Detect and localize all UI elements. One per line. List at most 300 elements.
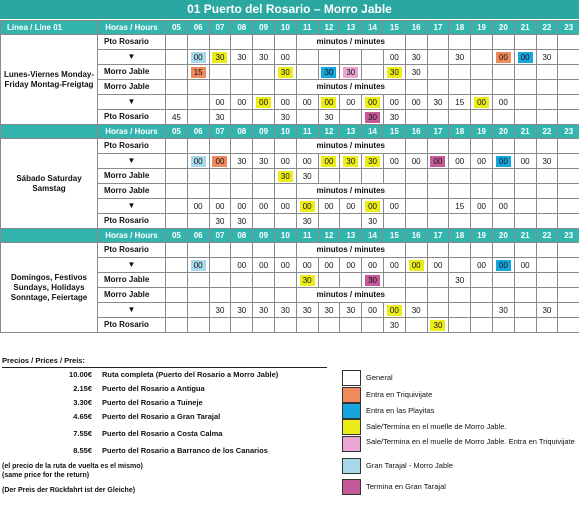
hour-header-cell: 17 bbox=[427, 125, 449, 139]
departure-minute: 00 bbox=[430, 156, 445, 167]
time-cell bbox=[209, 50, 231, 65]
minutes-label: minutos / minutes bbox=[296, 288, 405, 303]
blank-cell bbox=[449, 184, 471, 199]
time-cell bbox=[383, 199, 405, 214]
time-cell bbox=[383, 154, 405, 169]
minutes-label: minutos / minutes bbox=[296, 35, 405, 50]
blank-cell bbox=[492, 139, 514, 154]
time-cell bbox=[187, 318, 209, 333]
hour-header-cell: 14 bbox=[362, 229, 384, 243]
departure-minute: 45 bbox=[171, 112, 181, 122]
departure-minute: 00 bbox=[496, 52, 511, 63]
time-cell bbox=[231, 169, 253, 184]
departure-minute: 00 bbox=[477, 260, 486, 270]
time-cell bbox=[209, 303, 231, 318]
legend-swatch bbox=[342, 403, 361, 419]
time-cell bbox=[362, 273, 384, 288]
departure-minute: 30 bbox=[237, 305, 247, 315]
time-cell bbox=[318, 50, 340, 65]
time-cell bbox=[449, 65, 471, 80]
time-cell bbox=[514, 199, 536, 214]
time-cell bbox=[209, 214, 231, 229]
price-value: 4.65€ bbox=[73, 412, 92, 421]
blank-cell bbox=[492, 184, 514, 199]
time-cell bbox=[187, 95, 209, 110]
time-cell bbox=[405, 65, 427, 80]
hour-header-cell: 12 bbox=[318, 21, 340, 35]
hour-header-cell: 19 bbox=[471, 125, 493, 139]
blank-cell bbox=[405, 243, 427, 258]
hour-header-cell: 16 bbox=[405, 229, 427, 243]
time-cell bbox=[471, 50, 493, 65]
hour-header-cell: 09 bbox=[253, 229, 275, 243]
time-cell bbox=[166, 214, 188, 229]
blank-cell bbox=[405, 139, 427, 154]
departure-minute: 00 bbox=[215, 97, 225, 107]
hour-header-cell: 11 bbox=[296, 229, 318, 243]
departure-minute: 00 bbox=[498, 201, 508, 211]
blank-cell bbox=[558, 243, 579, 258]
price-row bbox=[2, 410, 332, 427]
time-cell bbox=[187, 273, 209, 288]
time-cell bbox=[209, 154, 231, 169]
hour-header-cell: 19 bbox=[471, 21, 493, 35]
blank-cell bbox=[536, 139, 558, 154]
time-cell bbox=[274, 199, 296, 214]
time-cell bbox=[449, 169, 471, 184]
departure-minute: 30 bbox=[302, 216, 312, 226]
time-cell bbox=[362, 258, 384, 273]
blank-cell bbox=[209, 243, 231, 258]
legend-text: Termina en Gran Tarajal bbox=[366, 482, 446, 491]
blank-cell bbox=[558, 288, 579, 303]
departure-minute: 00 bbox=[409, 260, 424, 271]
hour-header-cell: 19 bbox=[471, 229, 493, 243]
departure-minute: 00 bbox=[411, 156, 421, 166]
blank-cell bbox=[405, 288, 427, 303]
blank-cell bbox=[536, 80, 558, 95]
price-value: 8.55€ bbox=[73, 446, 92, 455]
time-cell bbox=[362, 50, 384, 65]
departure-minute: 00 bbox=[389, 97, 399, 107]
time-cell bbox=[253, 110, 275, 125]
departure-minute: 30 bbox=[433, 97, 443, 107]
time-cell bbox=[492, 50, 514, 65]
time-cell bbox=[296, 199, 318, 214]
blank-cell bbox=[514, 184, 536, 199]
time-cell bbox=[405, 303, 427, 318]
stop-name: Morro Jable bbox=[98, 65, 166, 80]
departure-minute: 00 bbox=[368, 305, 378, 315]
legend-text: Entra en Triquivijate bbox=[366, 390, 433, 399]
departure-minute: 30 bbox=[237, 156, 247, 166]
departure-minute: 00 bbox=[237, 97, 247, 107]
time-cell bbox=[253, 258, 275, 273]
price-value: 3.30€ bbox=[73, 398, 92, 407]
time-cell bbox=[405, 214, 427, 229]
time-cell bbox=[449, 214, 471, 229]
departure-minute: 00 bbox=[477, 156, 486, 166]
departure-minute: 30 bbox=[411, 305, 421, 315]
price-value: 7.55€ bbox=[73, 429, 92, 438]
time-cell bbox=[514, 318, 536, 333]
time-cell bbox=[405, 169, 427, 184]
time-cell bbox=[340, 214, 362, 229]
blank-cell bbox=[274, 80, 296, 95]
blank-cell bbox=[274, 139, 296, 154]
blank-cell bbox=[536, 288, 558, 303]
departure-minute: 00 bbox=[365, 201, 380, 212]
legend-swatch bbox=[342, 370, 361, 386]
price-footnote: (same price for the return) bbox=[2, 472, 90, 479]
departure-minute: 15 bbox=[191, 67, 206, 78]
blank-cell bbox=[449, 243, 471, 258]
time-cell bbox=[405, 110, 427, 125]
time-cell bbox=[536, 258, 558, 273]
hour-header-cell: 18 bbox=[449, 21, 471, 35]
time-cell bbox=[296, 110, 318, 125]
blank-cell bbox=[536, 243, 558, 258]
hour-header-cell: 12 bbox=[318, 125, 340, 139]
blank-cell bbox=[471, 184, 493, 199]
departure-minute: 00 bbox=[346, 201, 356, 211]
time-cell bbox=[209, 318, 231, 333]
blank-cell bbox=[231, 288, 253, 303]
line-label: Línea / Line 01 bbox=[1, 21, 98, 35]
price-route: Puerto del Rosario a Costa Calma bbox=[102, 429, 223, 438]
hour-header-cell: 23 bbox=[558, 229, 579, 243]
departure-minute: 00 bbox=[324, 201, 334, 211]
time-cell bbox=[274, 258, 296, 273]
day-label: Sábado Saturday Samstag bbox=[1, 139, 98, 229]
time-cell bbox=[383, 169, 405, 184]
departure-minute: 30 bbox=[324, 305, 334, 315]
legend-swatch bbox=[342, 436, 361, 452]
time-cell bbox=[231, 95, 253, 110]
blank-cell bbox=[514, 139, 536, 154]
departure-minute: 00 bbox=[474, 97, 489, 108]
stop-row bbox=[1, 139, 579, 154]
blank-cell bbox=[187, 184, 209, 199]
direction-arrow: ▼ bbox=[98, 154, 166, 169]
time-cell bbox=[253, 169, 275, 184]
time-cell bbox=[383, 110, 405, 125]
time-cell bbox=[166, 258, 188, 273]
legend-text: General bbox=[366, 373, 393, 382]
price-footnote: (Der Preis der Rückfahrt ist der Gleiche) bbox=[2, 487, 136, 494]
time-cell bbox=[471, 273, 493, 288]
time-cell bbox=[253, 318, 275, 333]
blank-cell bbox=[231, 184, 253, 199]
time-cell bbox=[253, 95, 275, 110]
departure-minute: 00 bbox=[302, 156, 312, 166]
time-cell bbox=[492, 169, 514, 184]
time-cell bbox=[427, 258, 449, 273]
blank-cell bbox=[231, 243, 253, 258]
departure-minute: 30 bbox=[365, 112, 380, 123]
direction-arrow: ▼ bbox=[98, 199, 166, 214]
hour-header-cell: 21 bbox=[514, 21, 536, 35]
blank-cell bbox=[166, 184, 188, 199]
departure-minute: 30 bbox=[387, 67, 402, 78]
hour-header-cell: 21 bbox=[514, 229, 536, 243]
blank-cell bbox=[405, 184, 427, 199]
time-cell bbox=[296, 65, 318, 80]
departure-minute: 30 bbox=[389, 112, 399, 122]
time-cell bbox=[492, 214, 514, 229]
time-cell bbox=[558, 318, 579, 333]
time-cell bbox=[471, 110, 493, 125]
time-cell bbox=[471, 199, 493, 214]
time-cell bbox=[471, 95, 493, 110]
departure-minute: 30 bbox=[346, 305, 356, 315]
blank-cell bbox=[209, 35, 231, 50]
time-cell bbox=[514, 50, 536, 65]
time-cell bbox=[187, 154, 209, 169]
time-cell bbox=[536, 169, 558, 184]
time-cell bbox=[340, 110, 362, 125]
stop-name: Morro Jable bbox=[98, 169, 166, 184]
time-cell bbox=[340, 318, 362, 333]
departure-minute: 15 bbox=[455, 97, 465, 107]
departure-minute: 00 bbox=[280, 97, 290, 107]
time-cell bbox=[558, 50, 579, 65]
price-route: Puerto del Rosario a Gran Tarajal bbox=[102, 412, 221, 421]
departure-minute: 00 bbox=[280, 260, 290, 270]
stop-name: Pto Rosario bbox=[98, 214, 166, 229]
hour-header-cell: 18 bbox=[449, 125, 471, 139]
hours-header-row bbox=[1, 21, 579, 35]
time-cell bbox=[166, 95, 188, 110]
blank-cell bbox=[558, 35, 579, 50]
blank-cell bbox=[231, 139, 253, 154]
blank-cell bbox=[536, 184, 558, 199]
price-route: Ruta completa (Puerto del Rosario a Morro Jable) bbox=[102, 370, 279, 379]
time-cell bbox=[514, 110, 536, 125]
time-cell bbox=[492, 318, 514, 333]
blank-cell bbox=[558, 184, 579, 199]
time-cell bbox=[492, 273, 514, 288]
time-cell bbox=[274, 303, 296, 318]
blank-cell bbox=[449, 35, 471, 50]
minutes-label: minutos / minutes bbox=[296, 80, 405, 95]
departure-minute: 00 bbox=[518, 52, 533, 63]
hour-header-cell: 06 bbox=[187, 21, 209, 35]
time-cell bbox=[362, 65, 384, 80]
time-cell bbox=[449, 50, 471, 65]
hour-header-cell: 17 bbox=[427, 229, 449, 243]
blank-cell bbox=[253, 80, 275, 95]
blank-cell bbox=[427, 184, 449, 199]
price-route: Puerto del Rosario a Barranco de los Canarios bbox=[102, 446, 268, 455]
time-cell bbox=[514, 303, 536, 318]
departure-minute: 00 bbox=[191, 156, 206, 167]
direction-arrow: ▼ bbox=[98, 258, 166, 273]
hour-header-cell: 18 bbox=[449, 229, 471, 243]
hour-header-cell: 06 bbox=[187, 229, 209, 243]
time-cell bbox=[427, 110, 449, 125]
departure-minute: 30 bbox=[212, 52, 227, 63]
departure-minute: 00 bbox=[389, 156, 399, 166]
departure-minute: 30 bbox=[278, 171, 293, 182]
hour-header-cell: 12 bbox=[318, 229, 340, 243]
time-cell bbox=[318, 303, 340, 318]
blank-cell bbox=[209, 288, 231, 303]
time-cell bbox=[209, 273, 231, 288]
time-cell bbox=[536, 303, 558, 318]
time-cell bbox=[558, 214, 579, 229]
stop-name: Pto Rosario bbox=[98, 35, 166, 50]
blank-cell bbox=[187, 288, 209, 303]
time-cell bbox=[449, 258, 471, 273]
time-cell bbox=[253, 303, 275, 318]
time-cell bbox=[427, 65, 449, 80]
time-cell bbox=[471, 214, 493, 229]
time-cell bbox=[514, 214, 536, 229]
minutes-label: minutos / minutes bbox=[296, 184, 405, 199]
blank-cell bbox=[471, 80, 493, 95]
time-cell bbox=[231, 154, 253, 169]
hours-header-row bbox=[1, 229, 579, 243]
day-label: Lunes-Viernes Monday-Friday Montag-Freigtag bbox=[1, 35, 98, 125]
legend-text: Sale/Termina en el muelle de Morro Jable. Entra en Triquivijate bbox=[366, 437, 575, 446]
hour-header-cell: 13 bbox=[340, 229, 362, 243]
time-cell bbox=[166, 50, 188, 65]
hour-header-cell: 22 bbox=[536, 125, 558, 139]
time-cell bbox=[274, 95, 296, 110]
departure-minute: 30 bbox=[411, 52, 421, 62]
blank-cell bbox=[231, 35, 253, 50]
blank-cell bbox=[427, 288, 449, 303]
time-cell bbox=[231, 65, 253, 80]
time-cell bbox=[166, 110, 188, 125]
blank-cell bbox=[558, 80, 579, 95]
legend-text: Gran Tarajal - Morro Jable bbox=[366, 461, 453, 470]
minutes-label: minutos / minutes bbox=[296, 243, 405, 258]
time-cell bbox=[340, 95, 362, 110]
departure-minute: 00 bbox=[321, 156, 336, 167]
price-footnotes bbox=[2, 462, 332, 495]
blank-cell bbox=[166, 80, 188, 95]
blank-cell bbox=[253, 184, 275, 199]
price-row bbox=[2, 444, 332, 458]
blank-cell bbox=[427, 139, 449, 154]
time-cell bbox=[296, 273, 318, 288]
price-row bbox=[2, 427, 332, 444]
hour-header-cell: 20 bbox=[492, 125, 514, 139]
hours-header-row bbox=[1, 125, 579, 139]
blank-cell bbox=[253, 288, 275, 303]
hour-header-cell: 14 bbox=[362, 21, 384, 35]
departure-minute: 30 bbox=[542, 156, 552, 166]
hour-header-cell: 11 bbox=[296, 21, 318, 35]
departure-minute: 30 bbox=[302, 171, 312, 181]
time-cell bbox=[383, 303, 405, 318]
price-footnote: (el precio de la ruta de vuelta es el mismo) bbox=[2, 463, 143, 470]
time-cell bbox=[318, 214, 340, 229]
legend-swatch bbox=[342, 479, 361, 495]
time-cell bbox=[274, 50, 296, 65]
direction-arrow: ▼ bbox=[98, 95, 166, 110]
time-cell bbox=[492, 258, 514, 273]
time-cell bbox=[449, 273, 471, 288]
time-cell bbox=[514, 258, 536, 273]
hour-header-cell: 05 bbox=[166, 21, 188, 35]
departure-minute: 00 bbox=[237, 201, 247, 211]
blank-cell bbox=[514, 80, 536, 95]
time-cell bbox=[318, 95, 340, 110]
hour-header-cell: 16 bbox=[405, 125, 427, 139]
time-cell bbox=[362, 214, 384, 229]
time-cell bbox=[274, 273, 296, 288]
blank-cell bbox=[492, 80, 514, 95]
time-cell bbox=[492, 303, 514, 318]
departure-minute: 00 bbox=[256, 97, 271, 108]
time-cell bbox=[405, 273, 427, 288]
stop-name: Morro Jable bbox=[98, 288, 166, 303]
blank-cell bbox=[187, 243, 209, 258]
departure-minute: 30 bbox=[324, 112, 334, 122]
blank-cell bbox=[558, 139, 579, 154]
time-cell bbox=[166, 199, 188, 214]
blank-cell bbox=[449, 139, 471, 154]
time-cell bbox=[427, 169, 449, 184]
departure-minute: 00 bbox=[496, 156, 511, 167]
departure-minute: 30 bbox=[237, 216, 247, 226]
time-cell bbox=[318, 273, 340, 288]
time-cell bbox=[340, 50, 362, 65]
prices-heading: Precios / Prices / Preis: bbox=[2, 356, 85, 365]
departure-minute: 00 bbox=[259, 260, 269, 270]
time-cell bbox=[449, 154, 471, 169]
time-cell bbox=[209, 95, 231, 110]
time-cell bbox=[318, 154, 340, 169]
time-cell bbox=[274, 169, 296, 184]
time-cell bbox=[253, 50, 275, 65]
departure-minute: 30 bbox=[300, 275, 315, 286]
time-cell bbox=[296, 258, 318, 273]
time-cell bbox=[383, 50, 405, 65]
price-list bbox=[2, 368, 332, 458]
time-cell bbox=[427, 199, 449, 214]
hour-header-cell: 07 bbox=[209, 21, 231, 35]
time-cell bbox=[209, 169, 231, 184]
time-cell bbox=[536, 95, 558, 110]
price-value: 2.15€ bbox=[73, 384, 92, 393]
timetable bbox=[0, 20, 579, 333]
time-cell bbox=[558, 110, 579, 125]
time-cell bbox=[318, 169, 340, 184]
stop-name: Pto Rosario bbox=[98, 318, 166, 333]
time-cell bbox=[449, 199, 471, 214]
time-cell bbox=[383, 65, 405, 80]
departure-minute: 00 bbox=[300, 201, 315, 212]
departure-minute: 30 bbox=[368, 216, 378, 226]
departure-minute: 00 bbox=[477, 201, 486, 211]
legend-swatch bbox=[342, 387, 361, 403]
minutes-label: minutos / minutes bbox=[296, 139, 405, 154]
time-cell bbox=[514, 154, 536, 169]
hour-header-cell: 13 bbox=[340, 125, 362, 139]
time-cell bbox=[558, 199, 579, 214]
time-cell bbox=[492, 110, 514, 125]
time-cell bbox=[340, 199, 362, 214]
time-cell bbox=[187, 258, 209, 273]
time-cell bbox=[253, 154, 275, 169]
hour-header-cell: 17 bbox=[427, 21, 449, 35]
time-cell bbox=[405, 199, 427, 214]
departure-minute: 30 bbox=[259, 305, 269, 315]
